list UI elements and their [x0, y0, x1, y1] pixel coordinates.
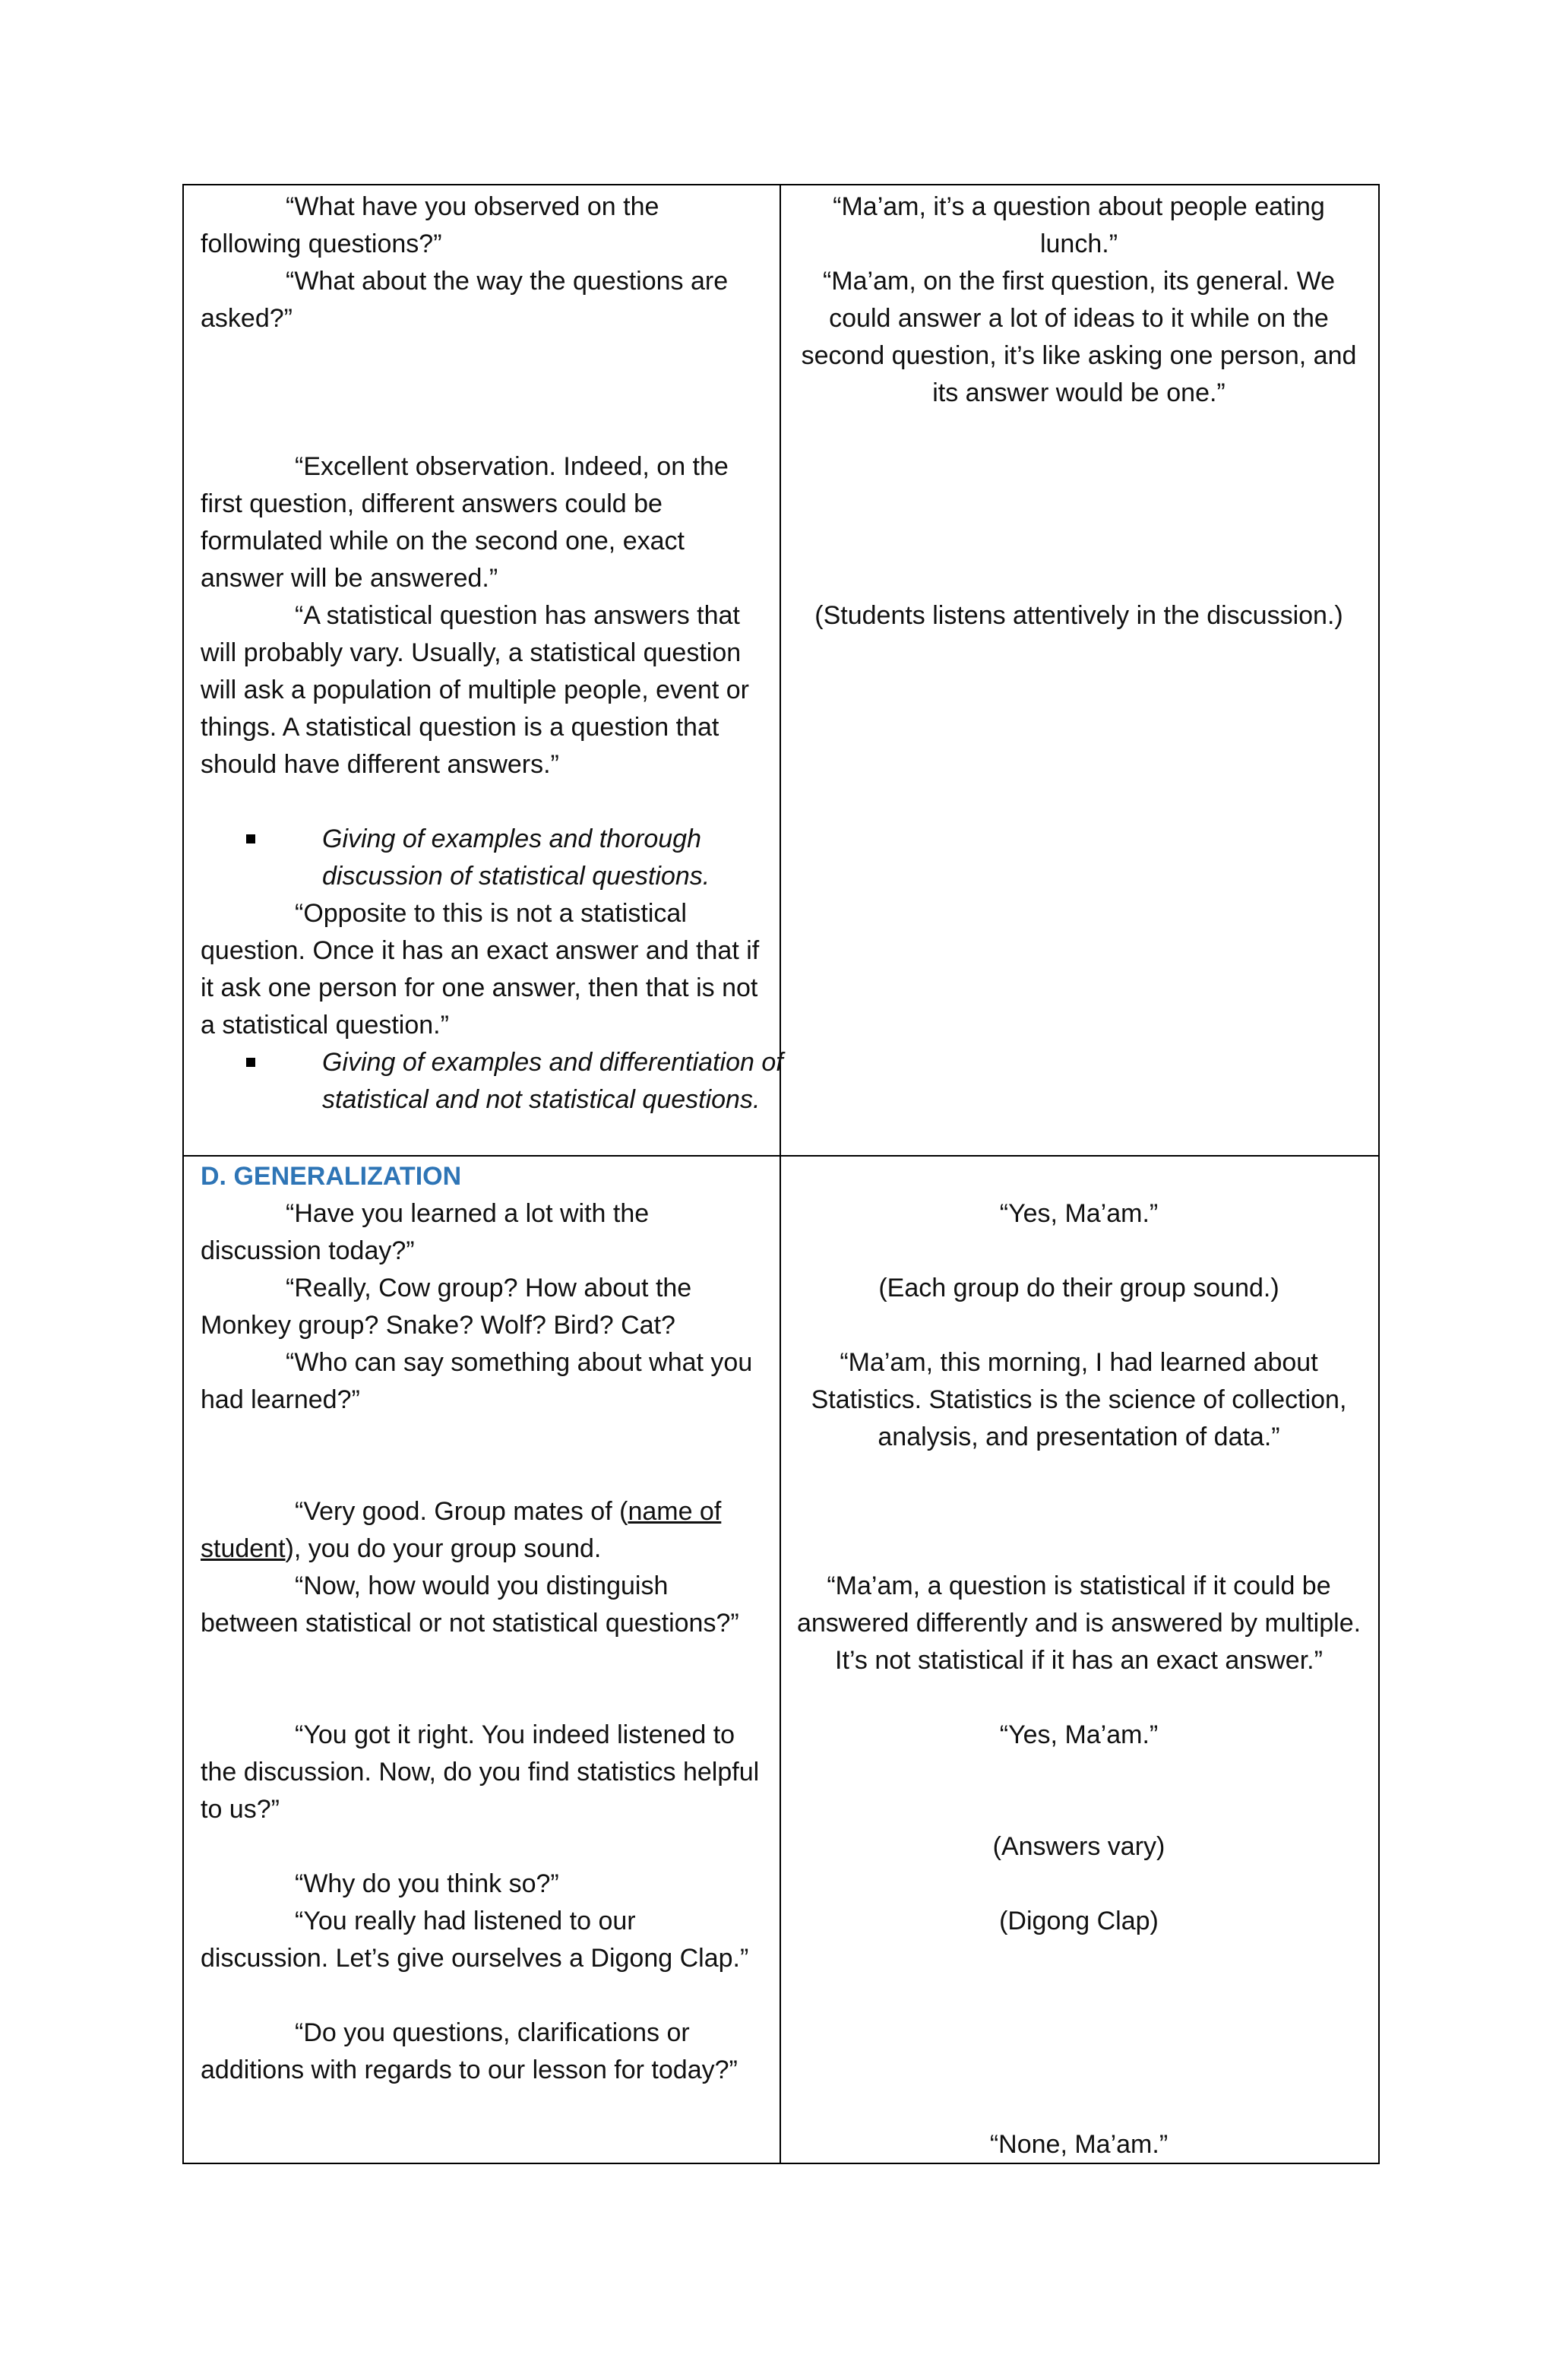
teacher-text: “Really, Cow group? How about the Monkey group? Snake? Wolf? Bird? Cat? — [201, 1274, 692, 1340]
table-row — [184, 1157, 1378, 2163]
teacher-text: “Have you learned a lot with the discussion today?” — [201, 1199, 650, 1265]
student-text: “Ma’am, on the first question, its general. We could answer a lot of ideas to it while on the second question, it’s like asking one person, and its answer would be one.” — [801, 267, 1357, 407]
table-row — [184, 185, 1378, 1157]
student-text: “Ma’am, this morning, I had learned about Statistics. Statistics is the science of collection, analysis, and presentation of data.” — [811, 1348, 1347, 1451]
student-text: (Students listens attentively in the discussion.) — [814, 601, 1343, 630]
teacher-text: “A statistical question has answers that will probably vary. Usually, a statistical question will ask a population of multiple people, event or things. A statistical question is a question that should have different answers.” — [201, 601, 749, 779]
teacher-text: “You really had listened to our discussion. Let’s give ourselves a Digong Clap.” — [201, 1907, 749, 1973]
lesson-table — [182, 184, 1380, 2164]
placeholder-underlined: name of student — [201, 1497, 722, 1563]
student-text: “Yes, Ma’am.” — [999, 1199, 1159, 1228]
student-text: (Digong Clap) — [999, 1907, 1159, 1935]
text-segment: “Very good. Group mates of ( — [295, 1497, 628, 1526]
teacher-text: “Excellent observation. Indeed, on the first question, different answers could be formulated while on the second one, exact answer will be answered.” — [201, 452, 729, 593]
teacher-text: “Why do you think so?” — [295, 1869, 559, 1898]
text-segment: ), you do your group sound. — [285, 1534, 602, 1563]
student-text: “Ma’am, it’s a question about people eating lunch.” — [833, 192, 1325, 258]
square-bullet-icon — [246, 1058, 255, 1067]
student-text: “None, Ma’am.” — [989, 2130, 1169, 2159]
square-bullet-icon — [246, 834, 255, 843]
teacher-text: “You got it right. You indeed listened to the discussion. Now, do you find statistics helpful to us?” — [201, 1720, 760, 1824]
student-text: “Yes, Ma’am.” — [999, 1720, 1159, 1749]
teacher-activity-cell — [184, 1157, 781, 2163]
teacher-text: “Opposite to this is not a statistical question. Once it has an exact answer and that if it ask one person for one answer, then that is not a statistical question.” — [201, 899, 760, 1040]
teacher-text: “Now, how would you distinguish between statistical or not statistical questions?” — [201, 1571, 739, 1638]
teacher-activity-cell — [184, 185, 781, 1155]
student-activity-cell — [781, 1157, 1377, 2163]
teacher-text: “Who can say something about what you had learned?” — [201, 1348, 753, 1414]
student-text: (Answers vary) — [992, 1832, 1165, 1861]
teacher-text: “What have you observed on the following questions?” — [201, 192, 659, 258]
student-activity-cell — [781, 185, 1377, 1155]
bullet-text: Giving of examples and thorough discussion of statistical questions. — [322, 824, 710, 891]
teacher-text: “What about the way the questions are asked?” — [201, 267, 729, 333]
teacher-text — [201, 1493, 766, 1568]
bullet-text: Giving of examples and differentiation of statistical and not statistical questions. — [322, 1048, 783, 1114]
teacher-text: “Do you questions, clarifications or additions with regards to our lesson for today?” — [201, 2018, 738, 2084]
student-text: (Each group do their group sound.) — [878, 1274, 1279, 1302]
section-heading: D. GENERALIZATION — [201, 1162, 462, 1191]
student-text: “Ma’am, a question is statistical if it could be answered differently and is answered by multiple. It’s not statistical if it has an exact answer.” — [796, 1571, 1362, 1675]
